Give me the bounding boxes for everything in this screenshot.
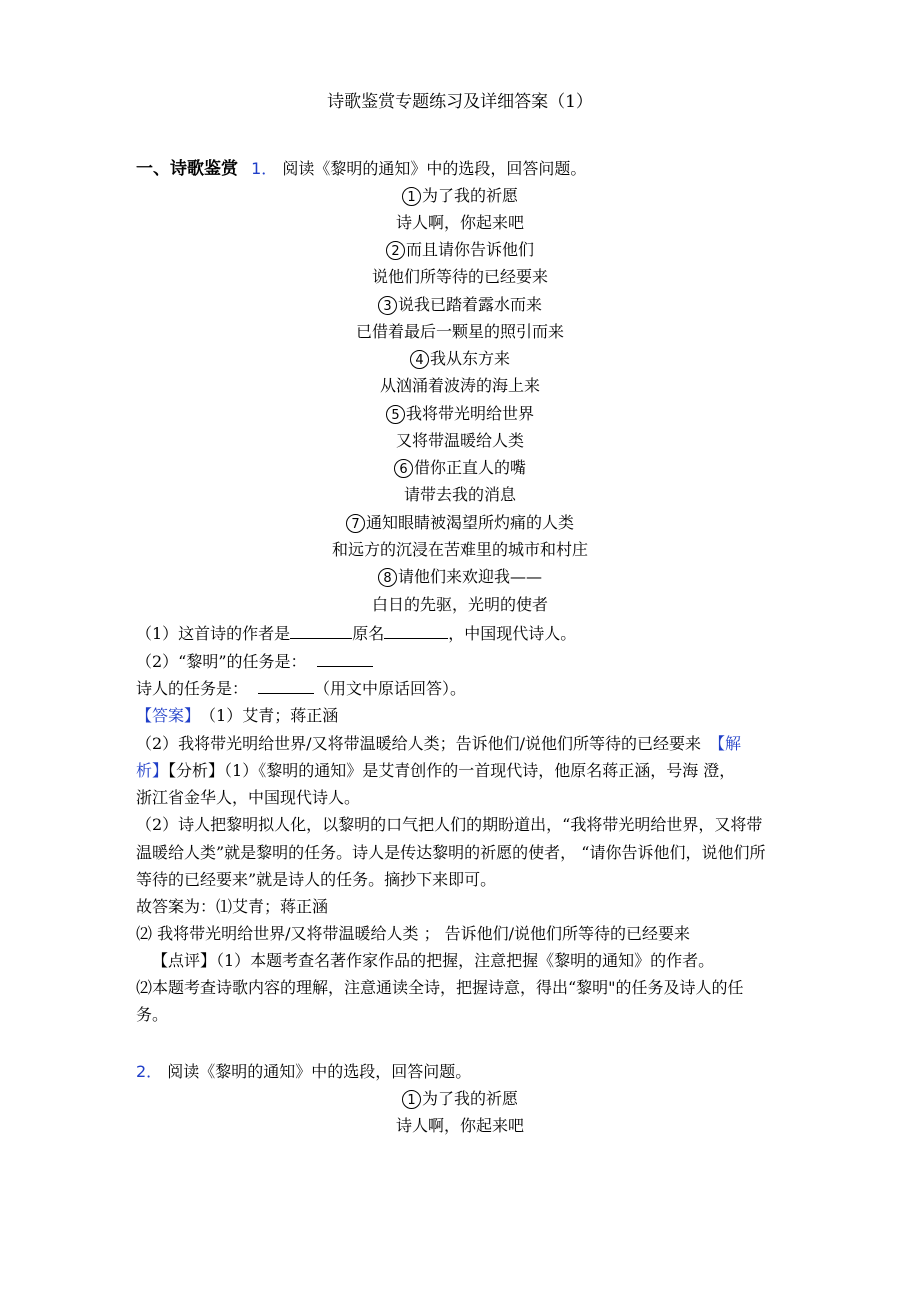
answer-blank (384, 624, 448, 639)
analysis-tag: 析】 (136, 761, 169, 780)
poem-line: 白日的先驱，光明的使者 (371, 595, 548, 614)
poem-line: 说他们所等待的已经要来 (371, 267, 548, 286)
question-1-header (136, 159, 586, 179)
poem-line: 4 我从东方来 (0, 349, 920, 369)
sub-question-2-poet: 诗人的任务是： （用文中原话回答）。 (136, 679, 467, 698)
poem-line: 诗人啊，你起来吧 (395, 213, 524, 232)
answer-line-1: 【答案】 （1）艾青；蒋正涵 (136, 706, 339, 725)
poem-line: 和远方的沉浸在苦难里的城市和村庄 (331, 540, 588, 559)
comment-line: ⑵本题考查诗歌内容的理解，注意通读全诗，把握诗意，得出“黎明"的任务及诗人的任 (136, 978, 744, 997)
question-prompt: 阅读《黎明的通知》中的选段，回答问题。 (282, 159, 587, 178)
analysis-line: 等待的已经要来”就是诗人的任务。摘抄下来即可。 (136, 870, 497, 889)
poem-line: 5 我将带光明给世界 (0, 404, 920, 424)
analysis-line: 浙江省金华人，中国现代诗人。 (136, 788, 361, 807)
question-number: 2． (136, 1062, 163, 1081)
page-title: 诗歌鉴赏专题练习及详细答案（1） (327, 92, 593, 112)
poem-line: 从汹涌着波涛的海上来 (379, 376, 540, 395)
circled-number: 1 (402, 1090, 421, 1109)
circled-number: 5 (386, 405, 405, 424)
answer-blank (258, 679, 314, 694)
final-answer-line: 故答案为：⑴艾青；蒋正涵 (136, 897, 329, 916)
poem-line: 请带去我的消息 (403, 485, 516, 504)
circled-number: 1 (402, 187, 421, 206)
poem-line: 1 为了我的祈愿 (0, 1089, 920, 1109)
circled-number: 8 (378, 568, 397, 587)
poem-line: 已借着最后一颗星的照引而来 (355, 322, 564, 341)
poem-line: 8 请他们来欢迎我—— (0, 567, 920, 587)
question-2-header (136, 1062, 471, 1082)
analysis-line: 析】【分析】（1）《黎明的通知》是艾青创作的一首现代诗，他原名蒋正涵，号海 澄， (136, 761, 736, 780)
poem-line: 诗人啊，你起来吧 (395, 1116, 524, 1135)
section-label: 一、诗歌鉴赏 (136, 159, 238, 179)
answer-line-2: （2）我将带光明给世界/又将带温暖给人类；告诉他们/说他们所等待的已经要来 【解 (136, 734, 741, 753)
sub-question-2: （2）“黎明”的任务是： (136, 652, 373, 672)
circled-number: 3 (378, 296, 397, 315)
final-answer-line: ⑵ 我将带光明给世界/又将带温暖给人类 ； 告诉他们/说他们所等待的已经要来 (136, 924, 691, 943)
circled-number: 6 (394, 459, 413, 478)
circled-number: 2 (386, 241, 405, 260)
comment-line: 务。 (136, 1005, 169, 1024)
poem-line: 1 为了我的祈愿 (0, 186, 920, 206)
answer-blank (317, 652, 373, 667)
analysis-tag: 【解 (708, 734, 741, 753)
poem-line: 2 而且请你告诉他们 (0, 240, 920, 260)
question-number: 1． (251, 159, 278, 178)
answer-tag: 【答案】 (136, 706, 201, 725)
poem-line: 6 借你正直人的嘴 (0, 458, 920, 478)
analysis-line: 温暖给人类”就是黎明的任务。诗人是传达黎明的祈愿的使者， “请你告诉他们，说他们所 (136, 843, 766, 862)
poem-line: 7 通知眼睛被渴望所灼痛的人类 (0, 513, 920, 533)
poem-line: 3 说我已踏着露水而来 (0, 295, 920, 315)
question-prompt: 阅读《黎明的通知》中的选段，回答问题。 (167, 1062, 472, 1081)
poem-line: 又将带温暖给人类 (395, 431, 524, 450)
answer-blank (290, 624, 352, 639)
analysis-line: （2）诗人把黎明拟人化，以黎明的口气把人们的期盼道出，“我将带光明给世界，又将带 (136, 815, 763, 834)
circled-number: 7 (346, 514, 365, 533)
comment-line: 【点评】（1）本题考查名著作家作品的把握，注意把握《黎明的通知》的作者。 (152, 951, 715, 970)
circled-number: 4 (410, 350, 429, 369)
sub-question-1: （1）这首诗的作者是 原名 ，中国现代诗人。 (136, 624, 577, 643)
